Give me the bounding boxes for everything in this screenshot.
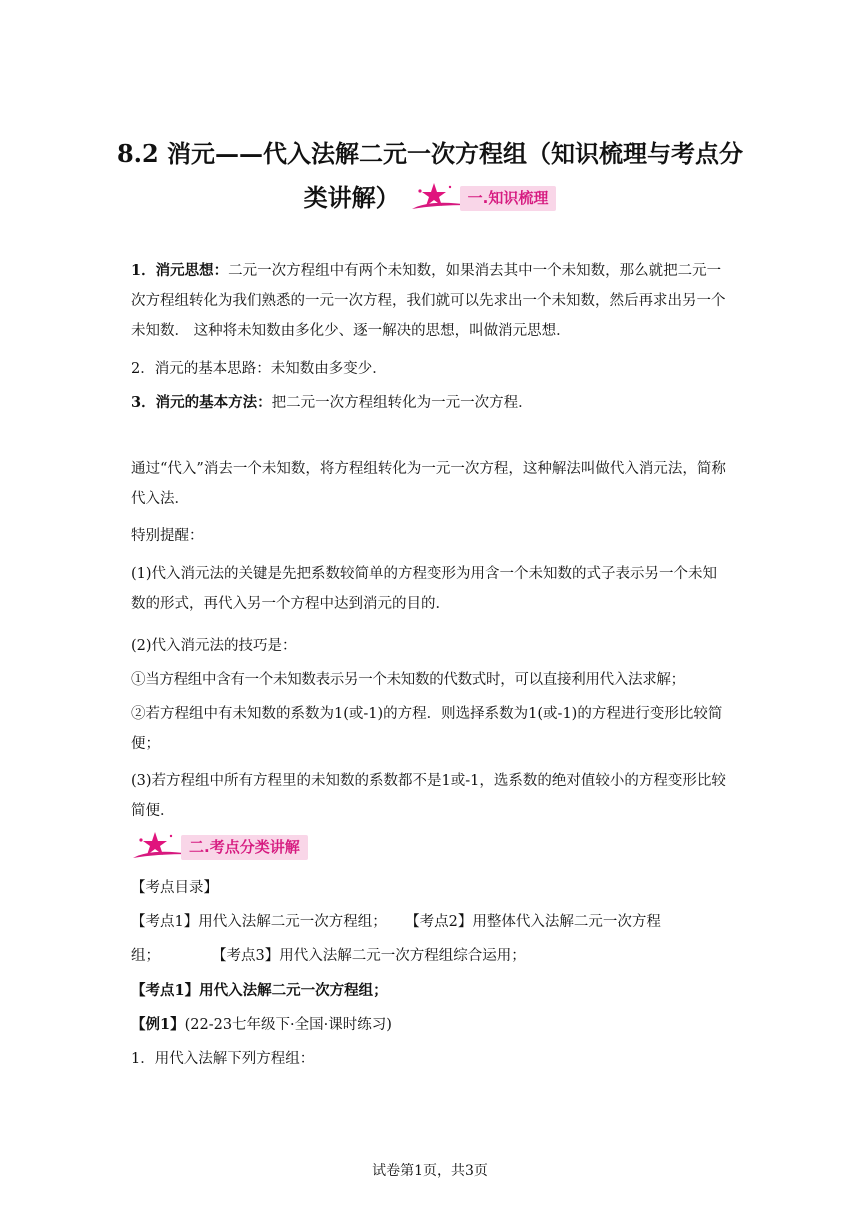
item-label: 3．消元的基本方法： [131, 394, 272, 411]
catalog-header: 【考点目录】 [131, 880, 218, 896]
catalog-item-2: 【考点2】用整体代入法解二元一次方程 [405, 914, 661, 930]
example-label: 【例1】 [131, 1016, 185, 1033]
reminder-2: (2)代入消元法的技巧是： [131, 638, 297, 654]
catalog-line-2 [131, 941, 731, 971]
title-line-1: 8.2 消元——代入法解二元一次方程组（知识梳理与考点分 [116, 139, 744, 168]
point-1-heading: 【考点1】用代入法解二元一次方程组； [131, 982, 388, 999]
catalog-item-3: 【考点3】用代入法解二元一次方程组综合运用； [212, 948, 526, 964]
page-title [100, 132, 760, 220]
item-text: 把二元一次方程组转化为一元一次方程． [271, 395, 533, 411]
reminder-1: (1)代入消元法的关键是先把系数较简单的方程变形为用含一个未知数的式子表示另一个未知数的形式，再代入另一个方程中达到消元的目的． [131, 566, 718, 612]
knowledge-item-1 [131, 256, 731, 346]
banner-label: 二.考点分类讲解 [181, 835, 308, 860]
catalog-item-2-end: 组； [131, 948, 160, 964]
reminder-heading: 特别提醒： [131, 528, 204, 544]
item-label: 1．消元思想： [131, 262, 229, 279]
item-text: 二元一次方程组中有两个未知数，如果消去其中一个未知数，那么就把二元一次方程组转化为我们熟悉的一元一次方程，我们就可以先求出一个未知数，然后再求出另一个未知数． 这种将未知数由多化少、逐一解决的思想，叫做消元思想． [131, 263, 726, 339]
section-banner-knowledge [410, 181, 557, 215]
banner-label: 一.知识梳理 [460, 186, 557, 211]
page-footer: 试卷第1页，共3页 [372, 1163, 488, 1179]
knowledge-item-3 [131, 388, 731, 418]
reminder-2a: ①当方程组中含有一个未知数表示另一个未知数的代数式时，可以直接利用代入法求解； [131, 672, 685, 688]
title-line-2: 类讲解） [303, 183, 400, 212]
catalog-line-1 [131, 907, 731, 937]
section-banner-points [131, 830, 308, 864]
reminder-3: (3)若方程组中所有方程里的未知数的系数都不是1或-1，选系数的绝对值较小的方程变形比较简便． [131, 773, 726, 819]
example-1 [131, 1010, 731, 1040]
method-intro: 通过“代入”消去一个未知数，将方程组转化为一元一次方程，这种解法叫做代入消元法，简称代入法． [131, 461, 726, 507]
knowledge-item-2: 2．消元的基本思路：未知数由多变少． [131, 361, 387, 377]
reminder-2b: ②若方程组中有未知数的系数为1(或-1)的方程．则选择系数为1(或-1)的方程进行变形比较简便； [131, 706, 723, 752]
catalog-item-1: 【考点1】用代入法解二元一次方程组； [131, 914, 387, 930]
example-source: (22-23七年级下·全国·课时练习) [184, 1017, 392, 1033]
example-question: 1．用代入法解下列方程组： [131, 1051, 315, 1067]
